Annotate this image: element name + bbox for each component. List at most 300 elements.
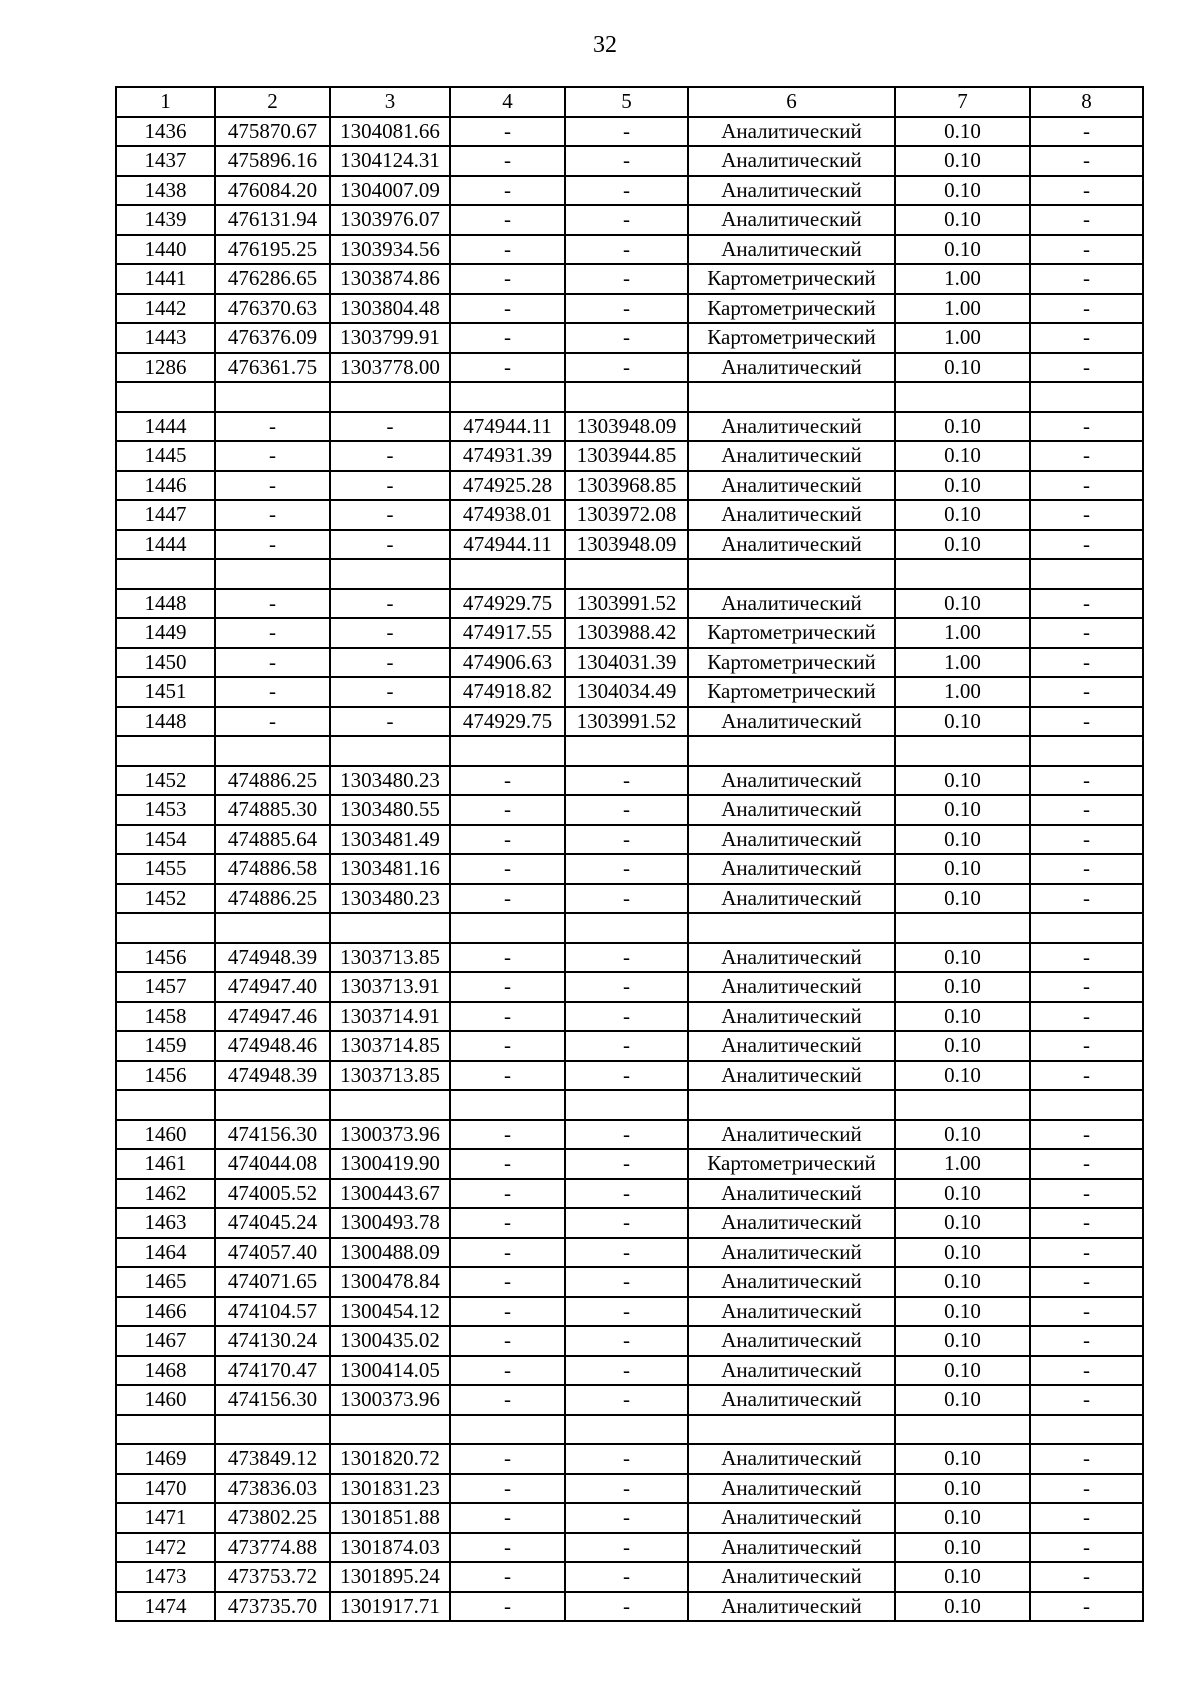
table-cell: - [565, 1002, 688, 1032]
table-cell: Аналитический [688, 1002, 895, 1032]
table-cell: Аналитический [688, 1238, 895, 1268]
table-cell [215, 736, 330, 766]
table-cell [330, 1415, 450, 1445]
table-cell [450, 736, 565, 766]
table-cell: 475896.16 [215, 146, 330, 176]
table-cell: 0.10 [895, 1120, 1030, 1150]
table-cell [116, 913, 215, 943]
table-cell: 1443 [116, 323, 215, 353]
table-row [116, 500, 1143, 530]
table-cell: - [1030, 146, 1143, 176]
table-cell: 1303713.91 [330, 972, 450, 1002]
table-cell [215, 913, 330, 943]
table-cell: Аналитический [688, 1385, 895, 1415]
table-cell: 474005.52 [215, 1179, 330, 1209]
table-cell: - [1030, 235, 1143, 265]
table-cell: Аналитический [688, 972, 895, 1002]
table-cell: - [565, 1208, 688, 1238]
table-cell: - [450, 1474, 565, 1504]
table-row [116, 323, 1143, 353]
table-cell: 1440 [116, 235, 215, 265]
table-cell: - [330, 677, 450, 707]
table-cell: - [565, 1592, 688, 1622]
table-cell: - [450, 854, 565, 884]
table-cell: 1447 [116, 500, 215, 530]
table-cell [450, 913, 565, 943]
table-cell: 1448 [116, 707, 215, 737]
table-cell: Аналитический [688, 205, 895, 235]
table-cell: 1303991.52 [565, 589, 688, 619]
table-cell: - [1030, 1474, 1143, 1504]
table-cell [895, 913, 1030, 943]
table-cell: 1.00 [895, 677, 1030, 707]
table-cell: - [1030, 323, 1143, 353]
table-row [116, 471, 1143, 501]
table-cell: - [1030, 294, 1143, 324]
table-cell: Аналитический [688, 530, 895, 560]
table-cell: 474929.75 [450, 707, 565, 737]
table-cell: 1455 [116, 854, 215, 884]
table-cell: Аналитический [688, 707, 895, 737]
table-cell: - [565, 825, 688, 855]
table-row [116, 1179, 1143, 1209]
table-cell [895, 382, 1030, 412]
table-cell: 1303934.56 [330, 235, 450, 265]
table-cell: - [1030, 1356, 1143, 1386]
table-cell: 1303714.85 [330, 1031, 450, 1061]
table-row [116, 264, 1143, 294]
separator-row [116, 913, 1143, 943]
table-cell: 1303874.86 [330, 264, 450, 294]
table-cell: - [450, 795, 565, 825]
table-cell: 1303480.23 [330, 884, 450, 914]
table-cell: - [1030, 1120, 1143, 1150]
table-cell [1030, 382, 1143, 412]
table-cell: - [450, 1385, 565, 1415]
table-cell: - [450, 146, 565, 176]
table-row [116, 589, 1143, 619]
table-cell: - [565, 235, 688, 265]
table-cell: 0.10 [895, 589, 1030, 619]
table-cell: 0.10 [895, 1297, 1030, 1327]
table-cell: Картометрический [688, 323, 895, 353]
table-cell [215, 559, 330, 589]
table-cell: 1303991.52 [565, 707, 688, 737]
table-cell: - [1030, 943, 1143, 973]
table-cell: Аналитический [688, 1267, 895, 1297]
table-cell: - [565, 323, 688, 353]
table-cell: 1301895.24 [330, 1562, 450, 1592]
table-cell: 474944.11 [450, 412, 565, 442]
table-cell: Картометрический [688, 677, 895, 707]
table-cell [330, 736, 450, 766]
table-cell: Аналитический [688, 146, 895, 176]
table-cell: 1465 [116, 1267, 215, 1297]
table-cell: - [1030, 471, 1143, 501]
table-cell: 1.00 [895, 264, 1030, 294]
table-cell: 1444 [116, 530, 215, 560]
table-cell: 0.10 [895, 707, 1030, 737]
separator-row [116, 559, 1143, 589]
table-cell: - [1030, 825, 1143, 855]
table-cell [565, 1090, 688, 1120]
table-cell: - [565, 1385, 688, 1415]
table-cell [895, 1415, 1030, 1445]
table-cell: - [450, 353, 565, 383]
table-cell: 1449 [116, 618, 215, 648]
table-cell: - [450, 1297, 565, 1327]
table-cell: - [1030, 589, 1143, 619]
table-cell: - [565, 264, 688, 294]
table-cell: 474885.30 [215, 795, 330, 825]
table-cell: 1303480.55 [330, 795, 450, 825]
table-cell: 0.10 [895, 205, 1030, 235]
table-cell: 1.00 [895, 618, 1030, 648]
table-cell: 0.10 [895, 235, 1030, 265]
table-cell [450, 559, 565, 589]
table-cell: Аналитический [688, 1592, 895, 1622]
table-cell: Аналитический [688, 1031, 895, 1061]
table-cell: - [565, 972, 688, 1002]
table-cell: - [450, 1533, 565, 1563]
table-cell [215, 382, 330, 412]
table-cell: 1.00 [895, 648, 1030, 678]
table-cell: - [1030, 766, 1143, 796]
table-cell: 1301917.71 [330, 1592, 450, 1622]
table-cell: - [565, 884, 688, 914]
table-row [116, 1208, 1143, 1238]
header-cell: 4 [450, 87, 565, 117]
table-cell [565, 913, 688, 943]
table-cell: - [565, 1179, 688, 1209]
table-cell [1030, 1415, 1143, 1445]
table-cell: 1303976.07 [330, 205, 450, 235]
separator-row [116, 1090, 1143, 1120]
table-cell: 1286 [116, 353, 215, 383]
table-cell: - [450, 884, 565, 914]
table-cell: - [1030, 1238, 1143, 1268]
table-cell: 1303481.49 [330, 825, 450, 855]
table-row [116, 1326, 1143, 1356]
table-cell: - [565, 176, 688, 206]
table-cell: 1467 [116, 1326, 215, 1356]
table-cell: 474925.28 [450, 471, 565, 501]
table-cell: 476370.63 [215, 294, 330, 324]
table-cell: - [1030, 412, 1143, 442]
table-cell: 1445 [116, 441, 215, 471]
table-cell: 1300493.78 [330, 1208, 450, 1238]
table-cell: 1442 [116, 294, 215, 324]
table-cell: - [565, 1061, 688, 1091]
table-cell: Аналитический [688, 1356, 895, 1386]
table-cell: - [330, 589, 450, 619]
table-row [116, 441, 1143, 471]
table-cell: 1300435.02 [330, 1326, 450, 1356]
table-row [116, 795, 1143, 825]
table-cell: - [330, 618, 450, 648]
table-cell: 1300488.09 [330, 1238, 450, 1268]
table-cell: 0.10 [895, 1592, 1030, 1622]
table-cell: - [215, 648, 330, 678]
table-cell [1030, 913, 1143, 943]
table-row [116, 205, 1143, 235]
table-cell: 1452 [116, 884, 215, 914]
table-cell: 1466 [116, 1297, 215, 1327]
table-row [116, 648, 1143, 678]
table-cell: 0.10 [895, 1444, 1030, 1474]
table-cell: - [1030, 707, 1143, 737]
table-cell: - [330, 412, 450, 442]
table-row [116, 1031, 1143, 1061]
table-cell: - [450, 1208, 565, 1238]
page-number: 32 [593, 32, 617, 58]
table-cell: 1304081.66 [330, 117, 450, 147]
table-cell: 0.10 [895, 1503, 1030, 1533]
table-cell: 0.10 [895, 854, 1030, 884]
table-cell: 1300414.05 [330, 1356, 450, 1386]
table-cell: - [1030, 1002, 1143, 1032]
table-cell: Аналитический [688, 795, 895, 825]
table-cell: Аналитический [688, 1061, 895, 1091]
table-cell: 1461 [116, 1149, 215, 1179]
table-cell: 473753.72 [215, 1562, 330, 1592]
table-cell: - [565, 1267, 688, 1297]
table-cell: 1468 [116, 1356, 215, 1386]
table-cell: - [215, 471, 330, 501]
table-row [116, 412, 1143, 442]
table-cell [116, 559, 215, 589]
table-cell: 0.10 [895, 1326, 1030, 1356]
table-cell: Аналитический [688, 943, 895, 973]
table-cell: 0.10 [895, 972, 1030, 1002]
table-cell: 0.10 [895, 441, 1030, 471]
table-cell: - [1030, 500, 1143, 530]
table-cell: 474057.40 [215, 1238, 330, 1268]
table-cell: 474045.24 [215, 1208, 330, 1238]
table-cell: - [1030, 795, 1143, 825]
table-cell: - [1030, 972, 1143, 1002]
table-cell: - [330, 471, 450, 501]
table-cell: - [330, 648, 450, 678]
table-body [116, 117, 1143, 1622]
table-cell: - [565, 766, 688, 796]
table-cell: 476376.09 [215, 323, 330, 353]
table-cell: 476195.25 [215, 235, 330, 265]
table-row [116, 884, 1143, 914]
table-cell: - [215, 707, 330, 737]
table-cell: 1439 [116, 205, 215, 235]
table-cell: 1301820.72 [330, 1444, 450, 1474]
table-cell: - [565, 795, 688, 825]
table-cell [116, 382, 215, 412]
table-cell: 1473 [116, 1562, 215, 1592]
table-row [116, 1356, 1143, 1386]
table-cell [330, 913, 450, 943]
table-cell: - [1030, 1533, 1143, 1563]
table-cell: - [330, 500, 450, 530]
table-row [116, 176, 1143, 206]
table-cell: - [565, 1562, 688, 1592]
table-cell: 0.10 [895, 795, 1030, 825]
table-cell: Аналитический [688, 471, 895, 501]
table-cell: - [450, 972, 565, 1002]
table-cell [565, 559, 688, 589]
header-cell: 8 [1030, 87, 1143, 117]
table-cell: 0.10 [895, 146, 1030, 176]
table-cell: 1452 [116, 766, 215, 796]
separator-row [116, 736, 1143, 766]
table-cell [688, 382, 895, 412]
header-cell: 2 [215, 87, 330, 117]
table-cell: - [1030, 618, 1143, 648]
table-cell: - [450, 943, 565, 973]
table-cell: 1303948.09 [565, 412, 688, 442]
table-cell: - [450, 1326, 565, 1356]
table-cell: - [1030, 530, 1143, 560]
table-cell: 0.10 [895, 884, 1030, 914]
table-cell: - [330, 530, 450, 560]
table-cell: Картометрический [688, 294, 895, 324]
table-row [116, 1562, 1143, 1592]
table-cell: - [565, 146, 688, 176]
table-cell: 1462 [116, 1179, 215, 1209]
table-cell: - [215, 618, 330, 648]
table-cell: 474886.58 [215, 854, 330, 884]
table-cell: - [215, 677, 330, 707]
header-cell: 5 [565, 87, 688, 117]
table-cell: 1459 [116, 1031, 215, 1061]
table-cell: - [1030, 264, 1143, 294]
table-cell: 1.00 [895, 1149, 1030, 1179]
table-cell: 474917.55 [450, 618, 565, 648]
table-cell: 1303968.85 [565, 471, 688, 501]
table-cell [116, 1415, 215, 1445]
table-row [116, 825, 1143, 855]
table-row [116, 146, 1143, 176]
table-cell: 1456 [116, 943, 215, 973]
table-cell: 0.10 [895, 1533, 1030, 1563]
table-cell: 1303948.09 [565, 530, 688, 560]
table-cell: Аналитический [688, 235, 895, 265]
table-row [116, 530, 1143, 560]
table-row [116, 1474, 1143, 1504]
table-cell: 474948.39 [215, 1061, 330, 1091]
header-cell: 7 [895, 87, 1030, 117]
table-cell: - [450, 1031, 565, 1061]
table-cell: 1456 [116, 1061, 215, 1091]
table-cell: Картометрический [688, 618, 895, 648]
table-row [116, 618, 1143, 648]
table-cell: Аналитический [688, 854, 895, 884]
table-cell: - [1030, 1562, 1143, 1592]
table-cell: Аналитический [688, 176, 895, 206]
table-cell: 474944.11 [450, 530, 565, 560]
table-cell: 1441 [116, 264, 215, 294]
table-row [116, 1444, 1143, 1474]
table-cell: 1303714.91 [330, 1002, 450, 1032]
table-cell [116, 736, 215, 766]
table-cell: 1437 [116, 146, 215, 176]
table-cell: - [565, 1503, 688, 1533]
table-cell: 1463 [116, 1208, 215, 1238]
table-cell: 473849.12 [215, 1444, 330, 1474]
table-row [116, 1503, 1143, 1533]
table-cell: 1300373.96 [330, 1120, 450, 1150]
table-cell: - [565, 1149, 688, 1179]
table-cell: Аналитический [688, 1474, 895, 1504]
table-cell: - [215, 530, 330, 560]
table-cell: - [565, 1533, 688, 1563]
table-cell: 1471 [116, 1503, 215, 1533]
table-cell: - [1030, 1385, 1143, 1415]
table-cell: 473802.25 [215, 1503, 330, 1533]
table-cell [688, 559, 895, 589]
table-cell: 0.10 [895, 117, 1030, 147]
table-row [116, 1592, 1143, 1622]
table-cell: - [1030, 1267, 1143, 1297]
table-cell: - [1030, 1061, 1143, 1091]
table-cell: - [1030, 1031, 1143, 1061]
table-cell: - [450, 323, 565, 353]
table-cell: 1303972.08 [565, 500, 688, 530]
table-cell: Аналитический [688, 1297, 895, 1327]
table-cell: 474156.30 [215, 1385, 330, 1415]
table-cell: - [215, 412, 330, 442]
table-cell: - [450, 117, 565, 147]
table-cell: - [565, 294, 688, 324]
table-cell: 1304007.09 [330, 176, 450, 206]
table-cell [215, 1090, 330, 1120]
table-cell [215, 1415, 330, 1445]
table-cell: - [450, 294, 565, 324]
table-cell: 1.00 [895, 323, 1030, 353]
table-row [116, 766, 1143, 796]
table-cell: 473836.03 [215, 1474, 330, 1504]
table-cell: Аналитический [688, 353, 895, 383]
table-cell: 0.10 [895, 825, 1030, 855]
table-cell: Аналитический [688, 500, 895, 530]
table-cell [330, 559, 450, 589]
table-cell: - [1030, 648, 1143, 678]
table-cell: Аналитический [688, 117, 895, 147]
table-row [116, 1002, 1143, 1032]
table-cell: 0.10 [895, 530, 1030, 560]
table-cell: - [1030, 1208, 1143, 1238]
table-cell: 0.10 [895, 1474, 1030, 1504]
table-cell: 0.10 [895, 1562, 1030, 1592]
table-cell: - [450, 1179, 565, 1209]
table-cell: 474885.64 [215, 825, 330, 855]
table-cell: - [565, 1474, 688, 1504]
table-cell: Аналитический [688, 1179, 895, 1209]
table-cell: - [1030, 353, 1143, 383]
table-cell [688, 913, 895, 943]
table-cell: Аналитический [688, 412, 895, 442]
table-row [116, 972, 1143, 1002]
table-cell: 1303480.23 [330, 766, 450, 796]
table-cell: - [450, 1238, 565, 1268]
table-cell: 1301874.03 [330, 1533, 450, 1563]
table-cell: 474929.75 [450, 589, 565, 619]
header-cell: 3 [330, 87, 450, 117]
table-cell: - [565, 943, 688, 973]
table-cell: - [450, 1444, 565, 1474]
table-row [116, 294, 1143, 324]
table-cell: 0.10 [895, 1179, 1030, 1209]
table-cell: Аналитический [688, 884, 895, 914]
table-cell: 1453 [116, 795, 215, 825]
table-cell: - [215, 500, 330, 530]
